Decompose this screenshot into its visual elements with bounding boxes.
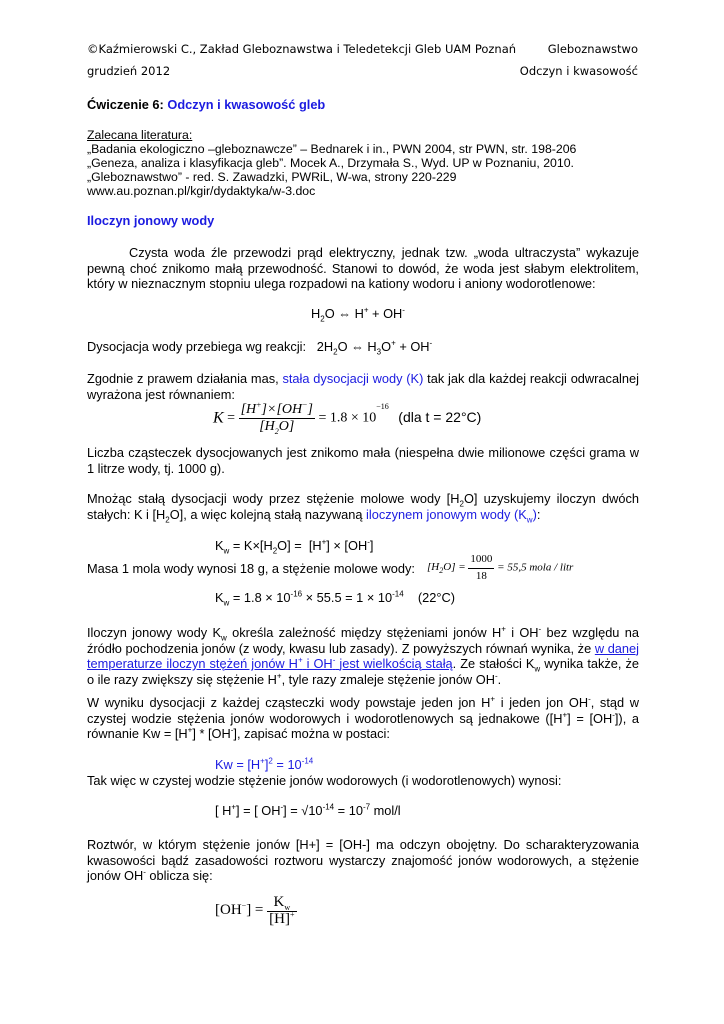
kw-square-equation: $Kw = [H^+]^2 = 10^{-14}$ — [215, 756, 314, 772]
literature-block — [87, 128, 639, 198]
k-equation: K = $\frac{[H^+]\times[OH^-]}{[H_2O]}$ = $1.8 \times 10^{-16}$ (dla t = 22°C) — [213, 400, 482, 436]
para4-end: : — [536, 506, 541, 522]
molar-result: = 55,5 mola / litr — [497, 561, 574, 574]
para4-part2: O] uzyskujemy iloczyn dwóch stałych: — [87, 491, 639, 522]
para4-part3: K i [H — [133, 506, 166, 522]
header-right-line1: Gleboznawstwo — [547, 42, 638, 56]
k-condition: (dla t = 22°C) — [398, 409, 482, 426]
k-exponent: −16 — [376, 402, 389, 412]
para4-part4: O], a więc kolejną stałą nazywaną — [169, 506, 363, 522]
k-value: = 1.8 × 10 — [318, 410, 377, 426]
molar-concentration-formula: $[H_2O]$ = $\frac{1000}{18}$ = 55,5 mola / litr — [427, 552, 573, 584]
exercise-label: Ćwiczenie 6: — [87, 97, 164, 112]
exercise-topic: Odczyn i kwasowość gleb — [167, 97, 326, 112]
literature-link[interactable]: www.au.poznan.pl/kgir/dydaktyka/w-3.doc — [87, 184, 316, 198]
pure-water-statement: Tak więc w czystej wodzie stężenie jonów wodorowych (i wodorotlenowych) wynosi: — [87, 773, 562, 788]
kw-calculation: $K_w = 1.8 \times 10^{-16} \times 55.5 = 1 \times 10^{-14}$ (22°C) — [215, 589, 456, 608]
hydroxide-formula: [OH−] = $\frac{K_w}{[H]^+}$ — [215, 894, 295, 927]
k-fraction: $\frac{[H^+]\times[OH^-]}{[H_2O]}$ — [240, 400, 313, 436]
mass-action-paragraph — [87, 371, 639, 402]
kw-definition: $K_w = K\times[H_2O] = [H^+] \times [OH^-]$ — [215, 537, 374, 556]
header-left-line2: grudzień 2012 — [87, 64, 171, 78]
molar-mass-line — [87, 561, 415, 577]
molar-mass-text: Masa 1 mola wody wynosi 18 g, a stężenie molowe wody: — [87, 561, 415, 576]
exercise-title — [87, 97, 325, 113]
neutral-solution-paragraph: Roztwór, w którym stężenie jonów [H+] = [OH-] ma odczyn obojętny. Do scharakteryzowania kwasowości bądź zasadowości roztworu wystarczy znajomość jonów wodorowych, a stężenie jonów OH- oblicza się: — [87, 837, 639, 883]
header-right-line2: Odczyn i kwasowość — [519, 64, 638, 78]
constant-product-statement: w danej temperaturze iloczyn stężeń jonów H+ i OH- jest wielkością stałą — [87, 640, 640, 671]
para2-part1: Zgodnie z prawem działania mas, — [87, 371, 279, 386]
dissociation-label: Dysocjacja wody przebiega wg reakcji: — [87, 339, 307, 354]
kw-temperature: (22°C) — [417, 590, 456, 605]
dissociation-reaction: Dysocjacja wody przebiega wg reakcji: $2H_2O$ ⇔ $H_3O^+ + OH^-$ — [87, 338, 433, 357]
literature-item: „Badania ekologiczno –gleboznawcze” – Bednarek i in., PWN 2004, str PWN, str. 198-206 — [87, 142, 577, 156]
ionic-product-term: iloczynem jonowym wody $(K_w)$ — [366, 506, 537, 525]
literature-item: „Geneza, analiza i klasyfikacja gleb”. Mocek A., Drzymała S., Wyd. UP w Poznaniu, 2010. — [87, 156, 574, 170]
literature-heading: Zalecana literatura: — [87, 128, 193, 142]
para2-part2: tak jak dla każdej reakcji odwracalnej wyrażona jest równaniem: — [87, 371, 639, 402]
para4-part1: Mnożąc stałą dysocjacji wody przez stężenie molowe wody [H — [87, 491, 460, 506]
hydroxide-fraction: $\frac{K_w}{[H]^+}$ — [269, 894, 295, 927]
molar-fraction: $\frac{1000}{18}$ — [470, 553, 493, 582]
dissociation-constant-term: stała dysocjacji wody (K) — [282, 371, 424, 386]
hydrogen-concentration-equation: [ H+] = [ $OH^-] = √10^{-14} = 10^{-7}$ mol/l — [215, 802, 401, 818]
ionic-product-explanation: Iloczyn jonowy wody $K_w$ określa zależność między stężeniami jonów H+ i OH- bez względu na źródło pochodzenia jonów (z wody, kwasu lub zasady). Z powyższych równań wynika, że w danej temperaturze iloczyn stężeń jonów H+ i OH- jest wielkością stałą. Ze stałości $K_w$ wynika także, że o ile razy zwiększy się stężenie H+, tyle razy zmaleje stężenie jonów OH-. — [87, 624, 640, 687]
molecule-count-paragraph: Liczba cząsteczek dysocjowanych jest znikomo mała (niespełna dwie milionowe części grama w 1 litrze wody, tj. 1000 g). — [87, 445, 639, 476]
water-dissociation-equation: $H_2O$ ⇔ H+ + OH- — [311, 305, 405, 324]
header-left-line1: ©Kaźmierowski C., Zakład Gleboznawstwa i Teledetekcji Gleb UAM Poznań — [87, 42, 517, 56]
ionic-product-paragraph: Mnożąc stałą dysocjacji wody przez stężenie molowe wody $[H_2O]$ uzyskujemy iloczyn dwóch stałych: K i $[H_2O]$, a więc kolejną stałą nazywaną iloczynem jonowym wody $(K_w)$: — [87, 491, 639, 525]
literature-item: „Gleboznawstwo” - red. S. Zawadzki, PWRiL, W-wa, strony 220-229 — [87, 170, 457, 184]
intro-paragraph: Czysta woda źle przewodzi prąd elektryczny, jednak tzw. „woda ultraczysta” wykazuje pewną choć znikomo małą przewodność. Stanowi to dowód, że woda jest słabym elektrolitem, który w nieznacznym stopniu ulega rozpadowi na kationy wodoru i aniony wodorotlenowe: — [87, 245, 639, 291]
section-title: Iloczyn jonowy wody — [87, 213, 215, 228]
equal-concentration-paragraph: W wyniku dysocjacji z każdej cząsteczki wody powstaje jeden jon H+ i jeden jon OH-, stąd w czystej wodzie stężenia jonów wodorowych i wodorotlenowych są jednakowe ([H+] = [OH-]), a równanie Kw = [H+] * [OH-], zapisać można w postaci: — [87, 694, 640, 741]
